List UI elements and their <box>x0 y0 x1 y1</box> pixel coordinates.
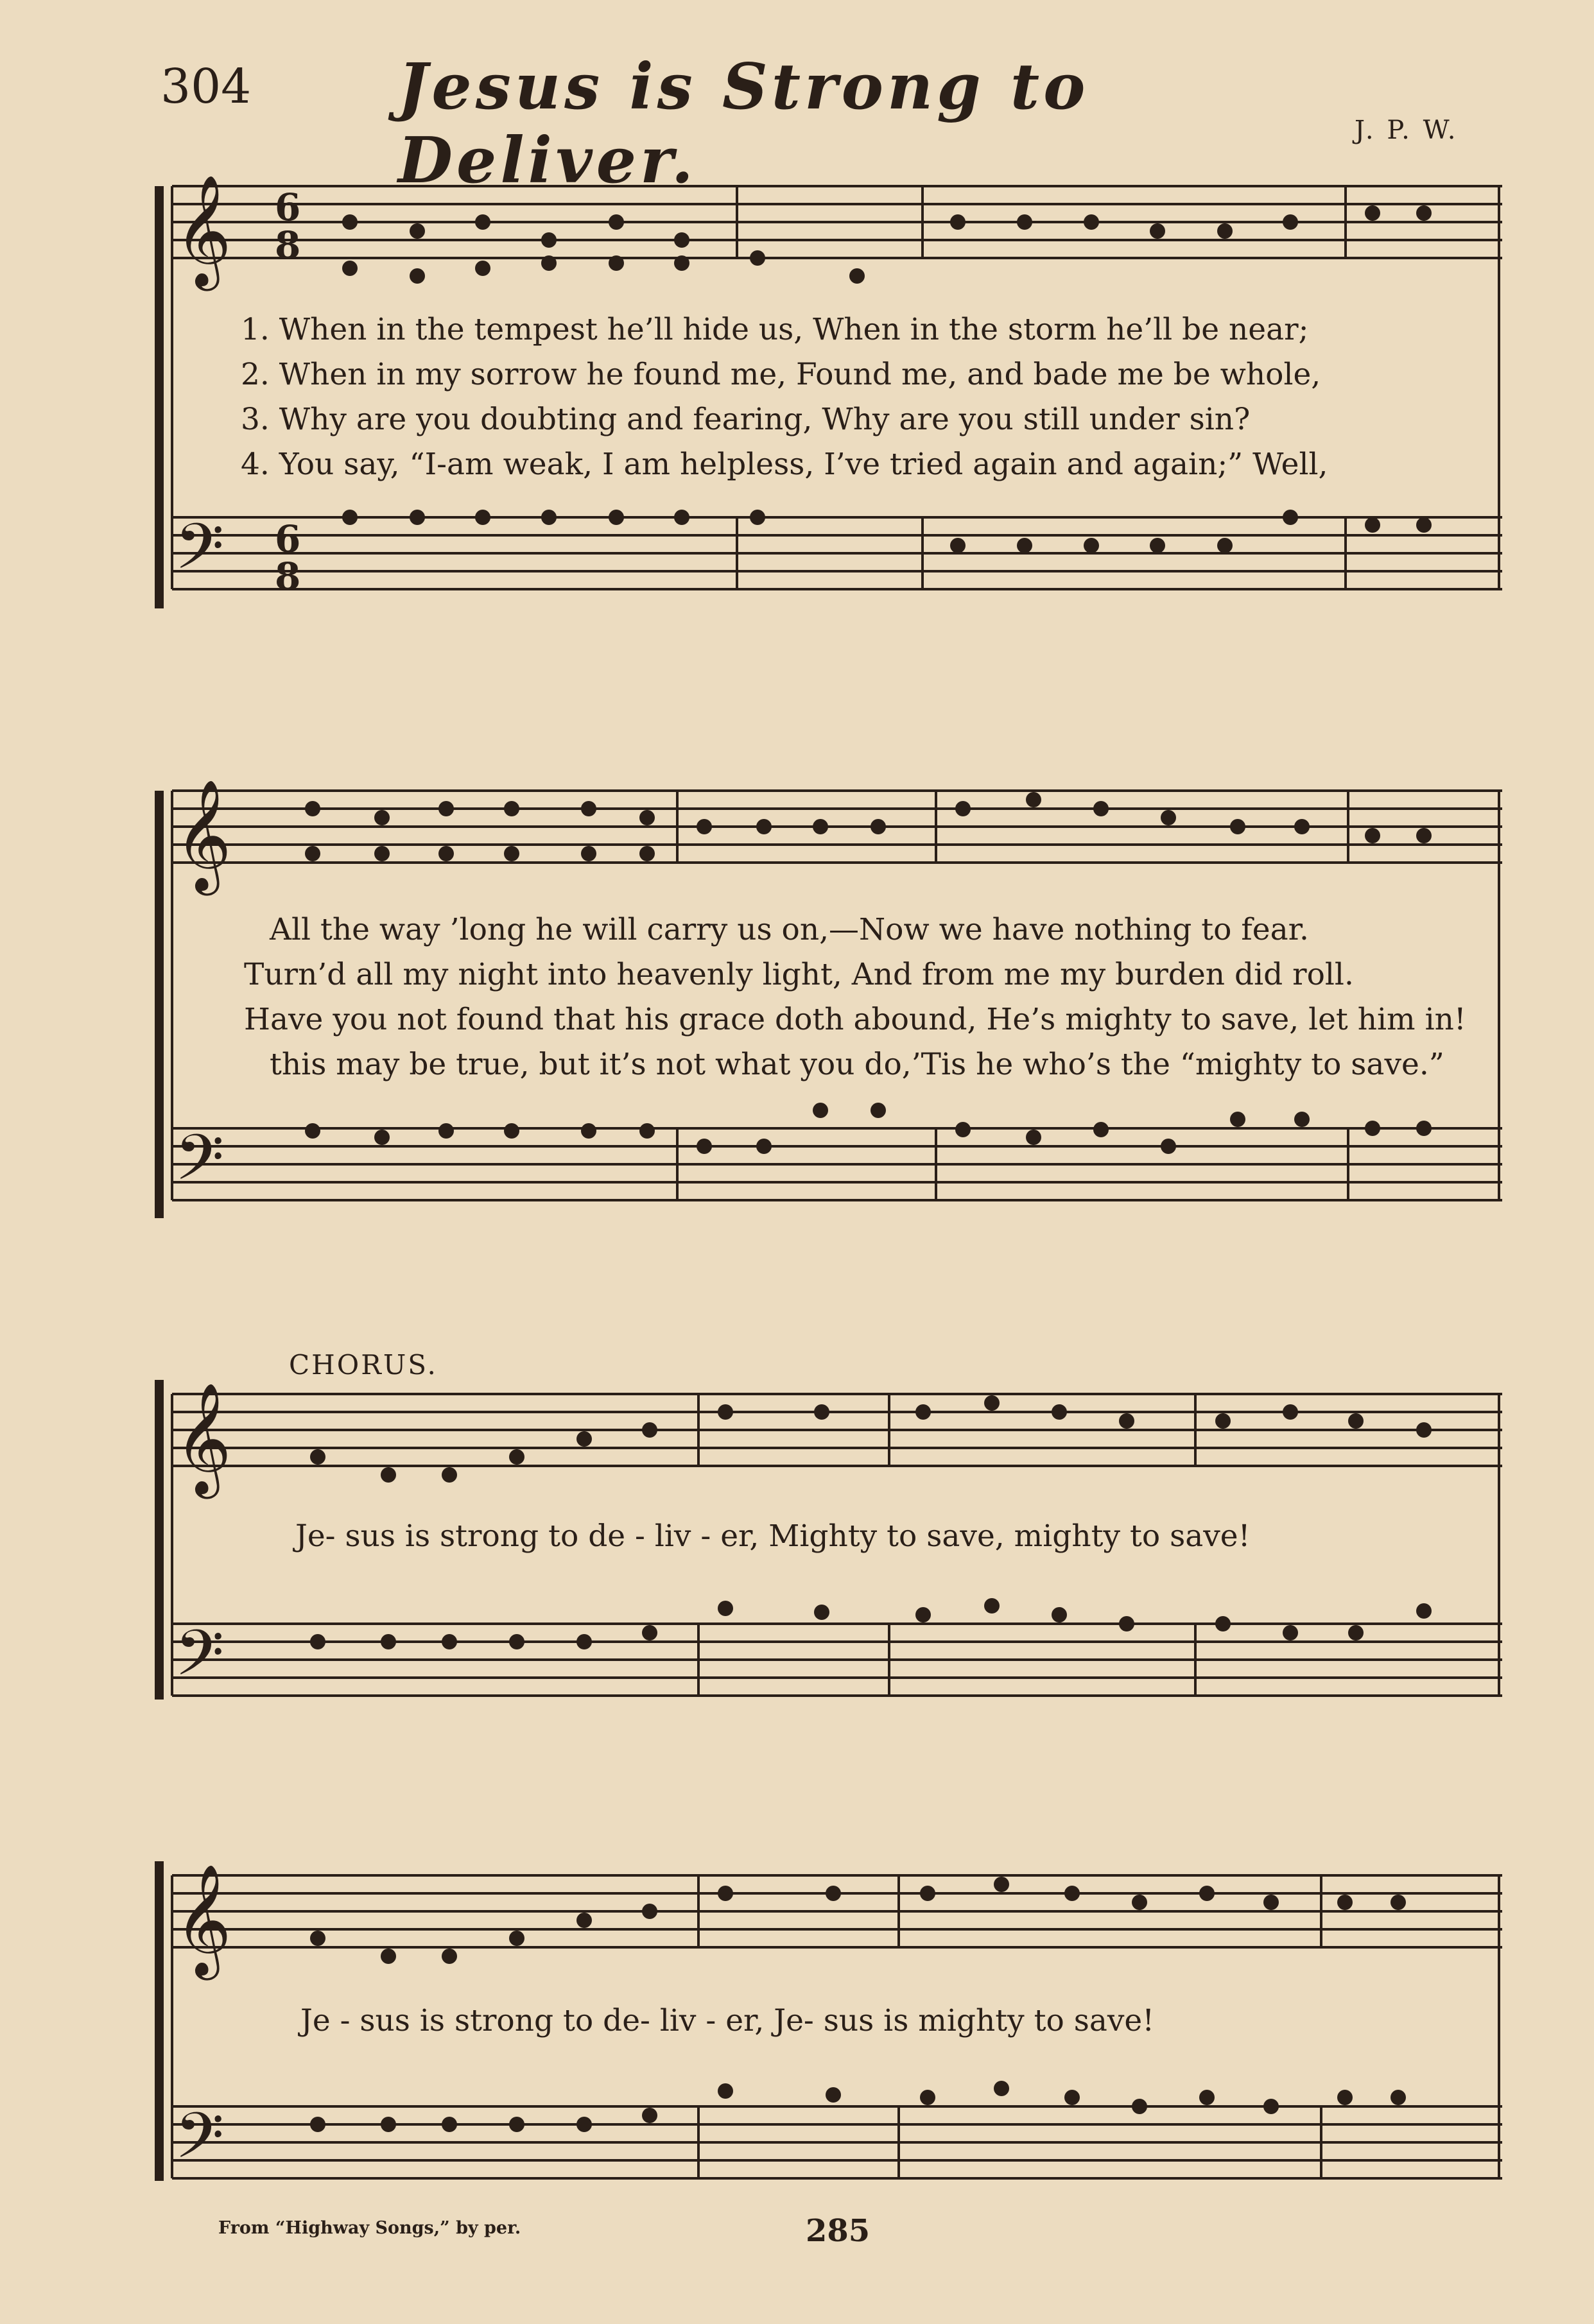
svg-text:6: 6 <box>275 517 301 561</box>
verse-4-line-b: this may be true, but it’s not what you do,’Tis he who’s the “mighty to save.” <box>270 1047 1444 1082</box>
bass-staff-1 <box>172 510 1502 599</box>
verse-4-line-a: 4. You say, “I-am weak, I am helpless, I’ve tried again and again;” Well, <box>241 447 1328 482</box>
svg-text:𝄢: 𝄢 <box>175 2099 225 2189</box>
verse-1-line-b: All the way ’long he will carry us on,—Now we have nothing to fear. <box>270 912 1309 947</box>
verse-2-line-a: 2. When in my sorrow he found me, Found me, and bade me be whole, <box>241 357 1321 392</box>
verse-3-line-b: Have you not found that his grace doth abound, He’s mighty to save, let him in! <box>244 1002 1466 1037</box>
verse-3-line-a: 3. Why are you doubting and fearing, Why are you still under sin? <box>241 402 1251 437</box>
chorus-line-1: Je- sus is strong to de - liv - er, Mighty to save, mighty to save! <box>295 1519 1251 1554</box>
chorus-label: CHORUS. <box>289 1349 438 1381</box>
time-sig-top: 6 <box>275 185 301 229</box>
svg-text:𝄢: 𝄢 <box>175 1121 225 1210</box>
svg-text:8: 8 <box>275 555 301 598</box>
svg-text:𝄞: 𝄞 <box>175 1864 232 1975</box>
chorus-line-2: Je - sus is strong to de- liv - er, Je- sus is mighty to save! <box>300 2003 1155 2038</box>
verse-2-line-b: Turn’d all my night into heavenly light, And from me my burden did roll. <box>244 957 1354 992</box>
author-credit: J. P. W. <box>1355 116 1459 145</box>
system-2 <box>159 779 1502 1218</box>
svg-text:𝄢: 𝄢 <box>175 1617 225 1706</box>
time-sig-bottom: 8 <box>275 223 301 267</box>
hymn-title: Jesus is Strong to Deliver. <box>398 50 1089 198</box>
page-number: 285 <box>806 2213 871 2249</box>
bass-clef-icon: 𝄢 <box>175 510 225 599</box>
svg-text:𝄞: 𝄞 <box>175 779 232 891</box>
svg-text:𝄞: 𝄞 <box>175 1382 232 1494</box>
source-credit: From “Highway Songs,” by per. <box>218 2218 521 2238</box>
treble-staff-1 <box>172 175 1502 291</box>
treble-clef-icon: 𝄞 <box>175 175 232 286</box>
verse-1-line-a: 1. When in the tempest he’ll hide us, When in the storm he’ll be near; <box>241 312 1309 347</box>
hymn-number: 304 <box>160 59 252 114</box>
